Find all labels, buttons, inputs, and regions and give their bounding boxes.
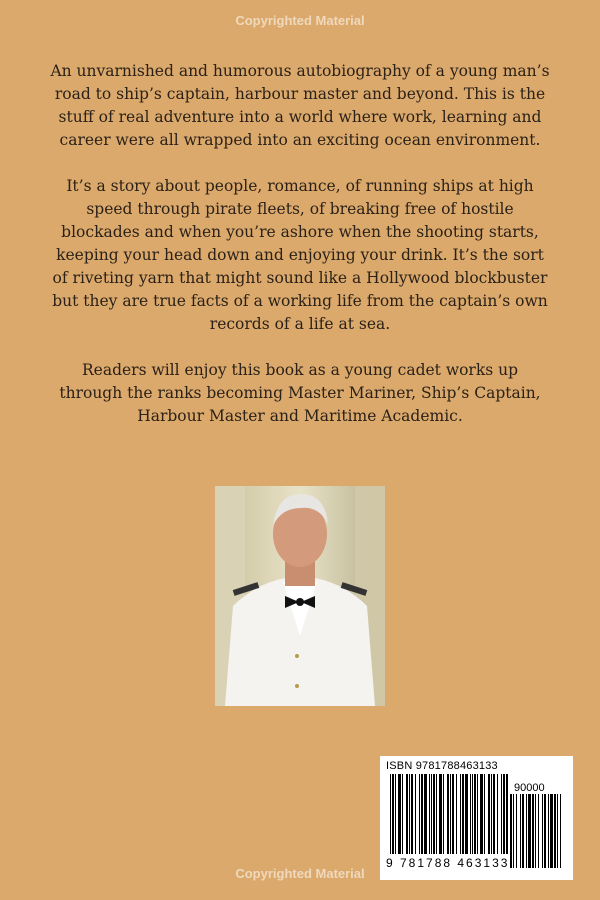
blurb-paragraph-1: An unvarnished and humorous autobiography of a young man’s road to ship’s captain, harbour master and beyond. This is the stuff of real adventure into a world where work, learning and career were all wrapped into an exciting ocean environment. [50,62,550,149]
author-photo-image [215,486,385,706]
isbn-barcode [380,756,573,880]
back-cover-blurb [50,60,550,451]
isbn-digits: 9 781788 463133 [386,856,510,870]
blurb-paragraph-3: Readers will enjoy this book as a young cadet works up through the ranks becoming Master Mariner, Ship’s Captain, Harbour Master and Maritime Academic. [59,361,541,425]
author-photo [215,486,385,706]
watermark-bottom: Copyrighted Material [235,866,365,881]
blurb-paragraph-2: It’s a story about people, romance, of running ships at high speed through pirate fleets, of breaking free of hostile blockades and when you’re ashore when the shooting starts, keeping your head down and enjoying your drink. It’s the sort of riveting yarn that might sound like a Hollywood blockbuster but they are true facts of a working life from the captain’s own records of a life at sea. [52,177,548,333]
barcode-bars-addon [510,794,562,868]
watermark-top: Copyrighted Material [235,13,365,28]
price-code: 90000 [514,782,545,794]
barcode-bars-main [390,774,508,854]
isbn-label: ISBN 9781788463133 [386,760,498,772]
